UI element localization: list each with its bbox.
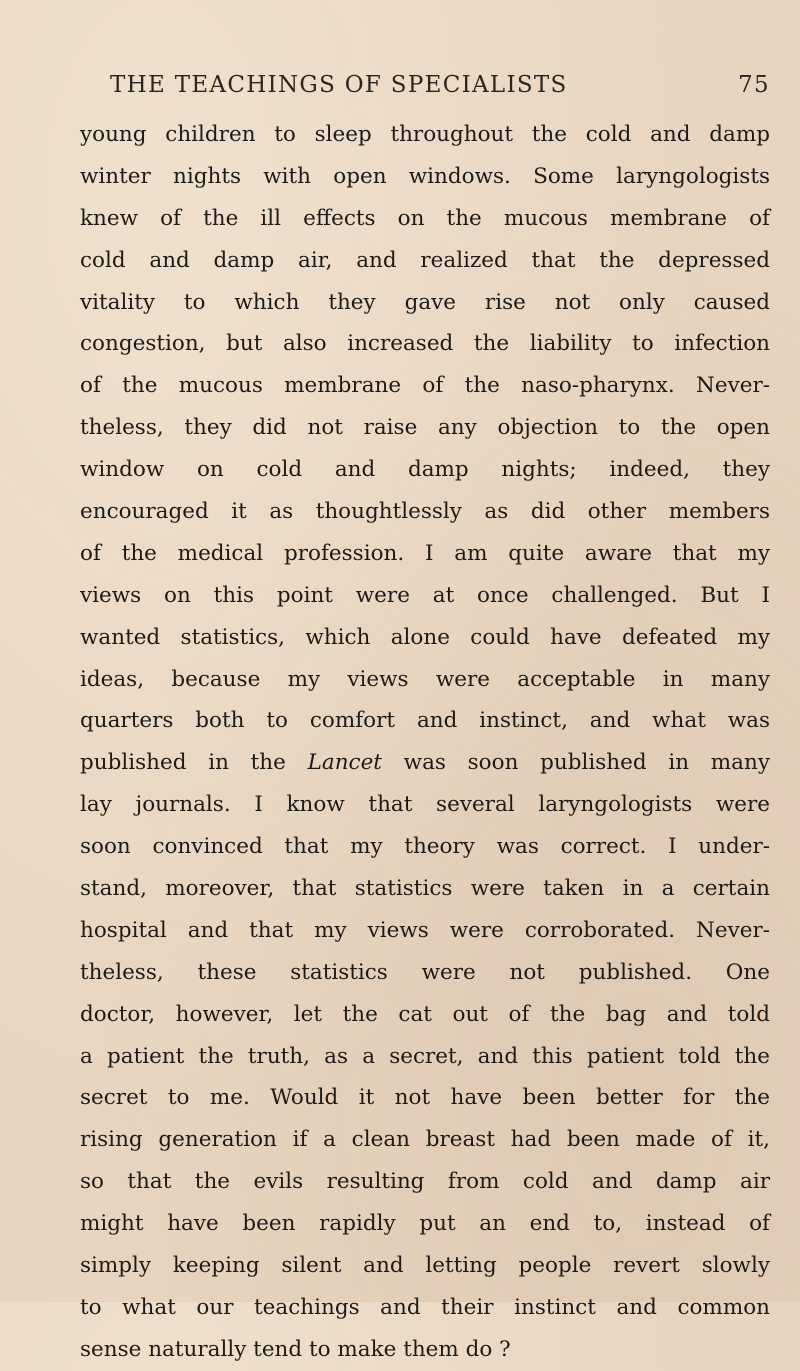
text-segment: published in the — [80, 750, 308, 776]
text-line: views on this point were at once challenged. But I — [80, 582, 770, 608]
text-line: a patient the truth, as a secret, and this patient told the — [80, 1043, 770, 1069]
text-line: congestion, but also increased the liability to infection — [80, 331, 770, 357]
text-line: ideas, because my views were acceptable in many — [80, 666, 770, 692]
text-line: young children to sleep throughout the cold and damp — [80, 122, 770, 147]
text-line: knew of the ill effects on the mucous membrane of — [80, 205, 770, 231]
text-line: window on cold and damp nights; indeed, they — [80, 457, 770, 483]
running-head — [110, 72, 770, 98]
text-line-last: sense naturally tend to make them do ? — [80, 1336, 511, 1362]
text-line: encouraged it as thoughtlessly as did other members — [80, 499, 770, 525]
text-segment: was soon published in many — [381, 750, 770, 776]
text-line: vitality to which they gave rise not only caused — [80, 289, 770, 315]
running-title: THE TEACHINGS OF SPECIALISTS — [110, 72, 568, 98]
text-line: winter nights with open windows. Some laryngologists — [80, 163, 770, 189]
text-line: cold and damp air, and realized that the depressed — [80, 247, 770, 273]
text-line: hospital and that my views were corroborated. Never- — [80, 917, 770, 943]
text-line: theless, these statistics were not published. One — [80, 959, 770, 985]
text-line-with-italic — [80, 742, 770, 784]
text-line: to what our teachings and their instinct and common — [80, 1294, 770, 1320]
text-line: wanted statistics, which alone could have defeated my — [80, 624, 770, 650]
body-paragraph — [80, 114, 770, 1371]
page-number: 75 — [738, 72, 770, 98]
text-line: so that the evils resulting from cold and damp air — [80, 1169, 770, 1195]
text-line: might have been rapidly put an end to, instead of — [80, 1211, 770, 1237]
text-line: stand, moreover, that statistics were taken in a certain — [80, 876, 770, 902]
journal-title-italic: Lancet — [307, 750, 382, 776]
text-line: soon convinced that my theory was correct. I under- — [80, 834, 770, 860]
text-line: quarters both to comfort and instinct, and what was — [80, 708, 770, 734]
text-line: of the medical profession. I am quite aware that my — [80, 540, 770, 566]
text-line: rising generation if a clean breast had been made of it, — [80, 1127, 770, 1153]
text-line: of the mucous membrane of the naso-pharynx. Never- — [80, 373, 770, 399]
text-line: doctor, however, let the cat out of the bag and told — [80, 1001, 770, 1027]
text-line: theless, they did not raise any objection to the open — [80, 415, 770, 441]
text-line: secret to me. Would it not have been better for the — [80, 1085, 770, 1111]
text-line: simply keeping silent and letting people revert slowly — [80, 1253, 770, 1279]
text-line: lay journals. I know that several laryngologists were — [80, 792, 770, 818]
